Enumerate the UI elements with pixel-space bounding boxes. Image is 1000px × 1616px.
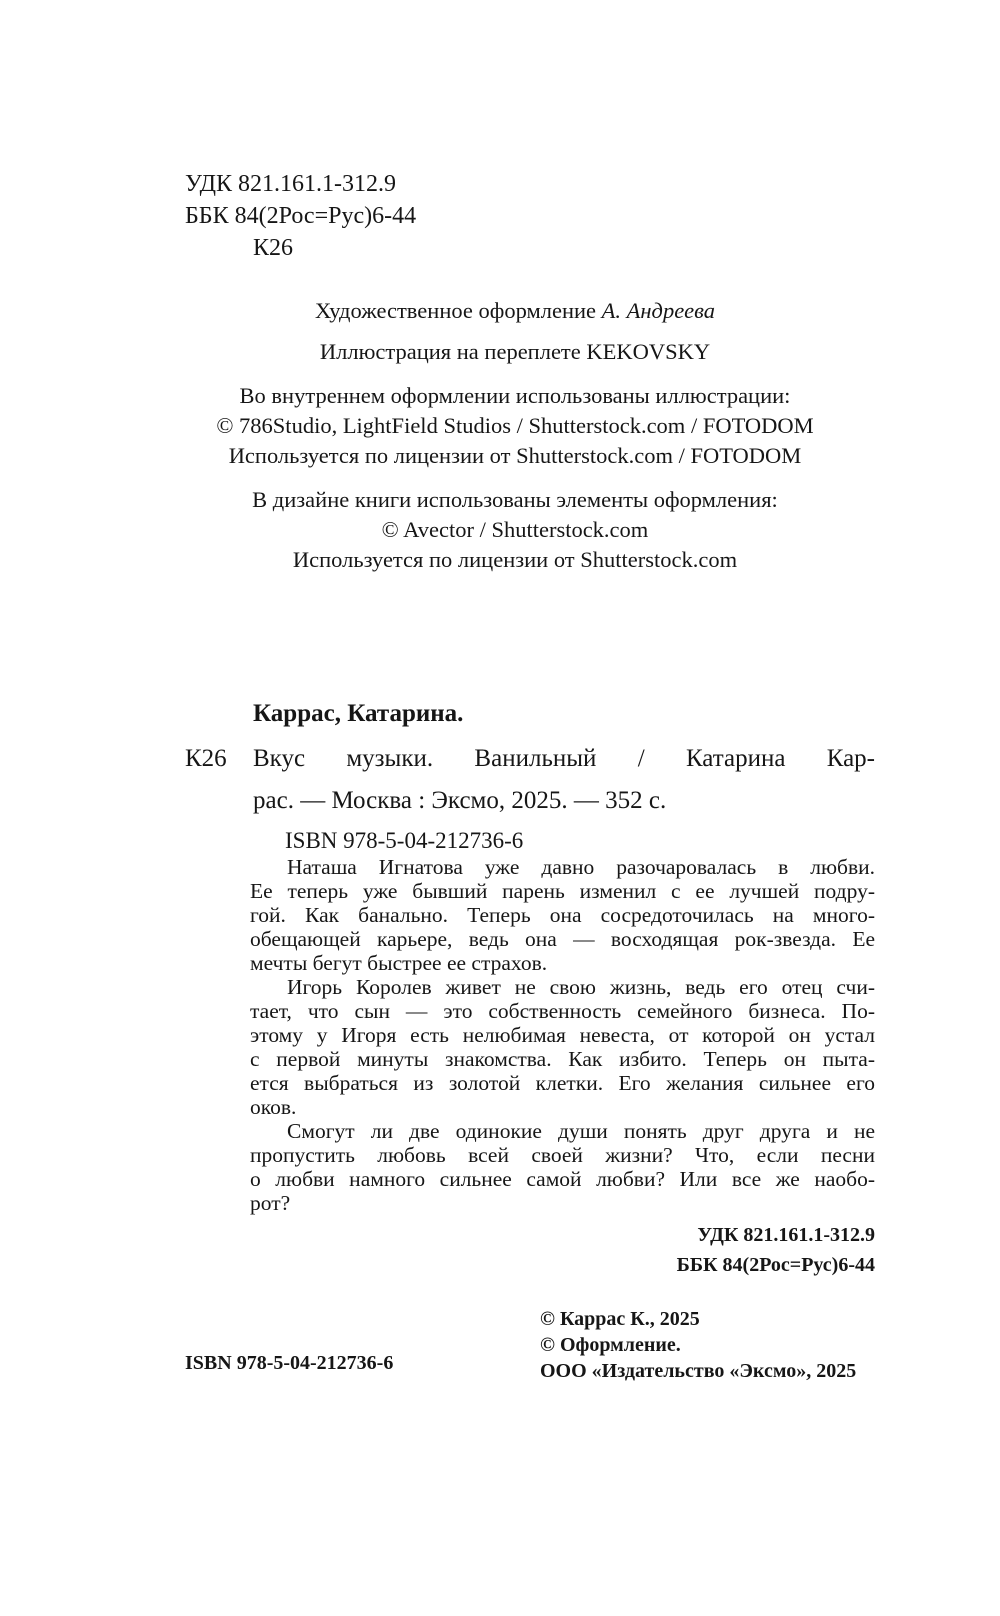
annotation-line: Наташа Игнатова уже давно разочаровалась в любви. bbox=[287, 855, 875, 879]
annotation-paragraph bbox=[250, 975, 875, 1119]
annotation-line: о любви намного сильнее самой любви? Или все же наобо- bbox=[250, 1167, 875, 1191]
annotation-line: Ее теперь уже бывший парень изменил с ее лучшей подру- bbox=[250, 879, 875, 903]
annotation-line: гой. Как банально. Теперь она сосредоточилась на много- bbox=[250, 903, 875, 927]
cover-illustration-credit: Иллюстрация на переплете KEKOVSKY bbox=[319, 339, 711, 364]
bottom-bibliographic-codes bbox=[677, 1220, 875, 1280]
catalog-entry-line: рас. — Москва : Эксмо, 2025. — 352 с. bbox=[253, 787, 667, 814]
interior-credit bbox=[155, 381, 875, 471]
annotation-line: обещающей карьере, ведь она — восходящая рок-звезда. Ее bbox=[250, 927, 875, 951]
isbn-bottom: ISBN 978-5-04-212736-6 bbox=[185, 1352, 394, 1374]
annotation-line: мечты бегут быстрее ее страхов. bbox=[250, 951, 548, 975]
design-credit-name: А. Андреева bbox=[601, 298, 716, 323]
design-elements-line: В дизайне книги использованы элементы оформления: bbox=[252, 487, 778, 512]
catalog-entry-text bbox=[253, 738, 875, 822]
credits-block bbox=[155, 296, 875, 575]
copyright-line: © Оформление. bbox=[540, 1334, 681, 1356]
catalog-sign: К26 bbox=[185, 745, 227, 772]
annotation-line: тает, что сын — это собственность семейного бизнеса. По- bbox=[250, 999, 875, 1023]
design-elements-line: © Avector / Shutterstock.com bbox=[381, 517, 649, 542]
annotation-paragraph bbox=[250, 1119, 875, 1215]
annotation bbox=[250, 855, 875, 1215]
annotation-line: с первой минуты знакомства. Как избито. Теперь он пыта- bbox=[250, 1047, 875, 1071]
copyright-line: © Каррас К., 2025 bbox=[540, 1308, 700, 1330]
copyright-line: ООО «Издательство «Эксмо», 2025 bbox=[540, 1360, 857, 1382]
annotation-line: этому у Игоря есть нелюбимая невеста, от которой он устал bbox=[250, 1023, 875, 1047]
catalog-isbn: ISBN 978-5-04-212736-6 bbox=[285, 828, 524, 853]
design-credit bbox=[155, 296, 875, 326]
annotation-line: Смогут ли две одинокие души понять друг друга и не bbox=[287, 1119, 875, 1143]
annotation-paragraph bbox=[250, 855, 875, 975]
design-elements-line: Используется по лицензии от Shutterstock.com bbox=[292, 547, 738, 572]
bbk-code-bottom: ББК 84(2Рос=Рус)6-44 bbox=[676, 1254, 875, 1276]
annotation-line: ется выбраться из золотой клетки. Его желания сильнее его bbox=[250, 1071, 875, 1095]
udk-code-bottom: УДК 821.161.1-312.9 bbox=[697, 1224, 875, 1246]
annotation-line: рот? bbox=[250, 1191, 291, 1215]
interior-credit-line: Используется по лицензии от Shutterstock.com / FOTODOM bbox=[228, 443, 802, 468]
interior-credit-line: Во внутреннем оформлении использованы иллюстрации: bbox=[239, 383, 791, 408]
top-bibliographic-codes bbox=[185, 168, 416, 264]
bbk-code: ББК 84(2Рос=Рус)6-44 bbox=[185, 203, 417, 229]
annotation-line: пропустить любовь всей своей жизни? Что, если песни bbox=[250, 1143, 875, 1167]
catalog-entry bbox=[185, 738, 875, 822]
interior-credit-line: © 786Studio, LightField Studios / Shutterstock.com / FOTODOM bbox=[216, 413, 814, 438]
design-elements-credit bbox=[155, 485, 875, 575]
author-sign-code: К26 bbox=[253, 235, 294, 261]
catalog-entry-line: Вкус музыки. Ванильный / Катарина Кар- bbox=[253, 745, 875, 772]
copyright-block bbox=[540, 1306, 856, 1384]
annotation-line: оков. bbox=[250, 1095, 297, 1119]
annotation-line: Игорь Королев живет не свою жизнь, ведь его отец счи- bbox=[287, 975, 875, 999]
design-credit-label: Художественное оформление bbox=[314, 298, 597, 323]
udk-code: УДК 821.161.1-312.9 bbox=[185, 171, 396, 197]
catalog-author: Каррас, Катарина. bbox=[253, 700, 464, 727]
